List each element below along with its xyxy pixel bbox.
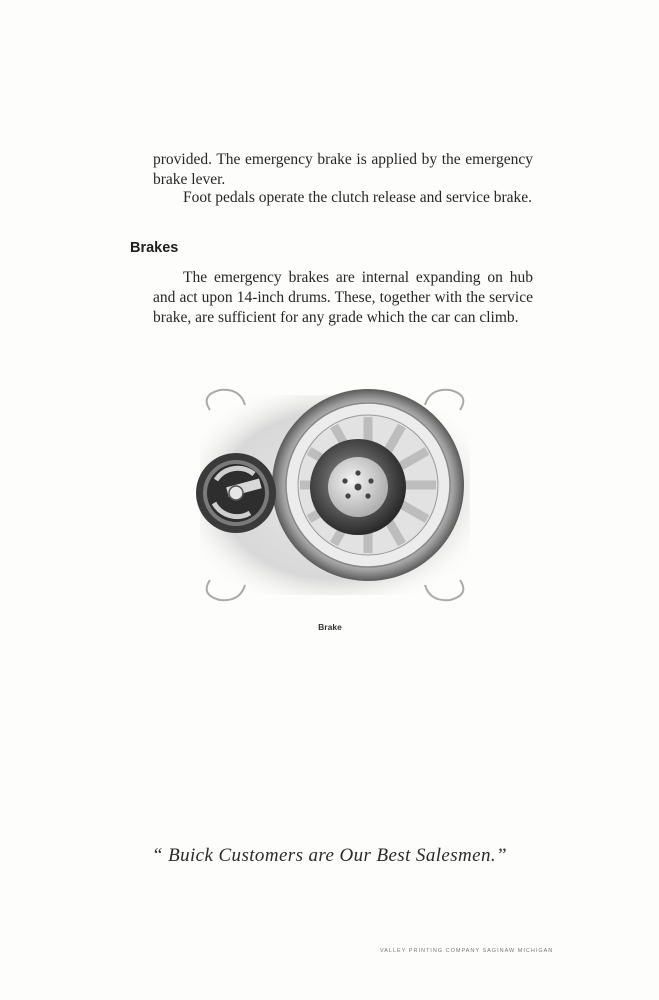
brake-drawing (190, 375, 480, 615)
figure-caption: Brake (318, 622, 342, 632)
paragraph-foot-pedals: Foot pedals operate the clutch release and service brake. (183, 189, 533, 206)
paragraph-emergency-lever: provided. The emergency brake is applied by the emergency brake lever. (153, 151, 533, 188)
section-heading-brakes: Brakes (130, 240, 179, 256)
footer-motto: “ Buick Customers are Our Best Salesmen.” (151, 845, 508, 866)
printer-imprint: VALLEY PRINTING COMPANY SAGINAW MICHIGAN (380, 948, 554, 954)
brake-illustration (190, 375, 480, 615)
paragraph-brakes: The emergency brakes are internal expanding on hub and act upon 14-inch drums. These, together with the service brake, are sufficient for any grade which the car can climb. (153, 269, 533, 326)
